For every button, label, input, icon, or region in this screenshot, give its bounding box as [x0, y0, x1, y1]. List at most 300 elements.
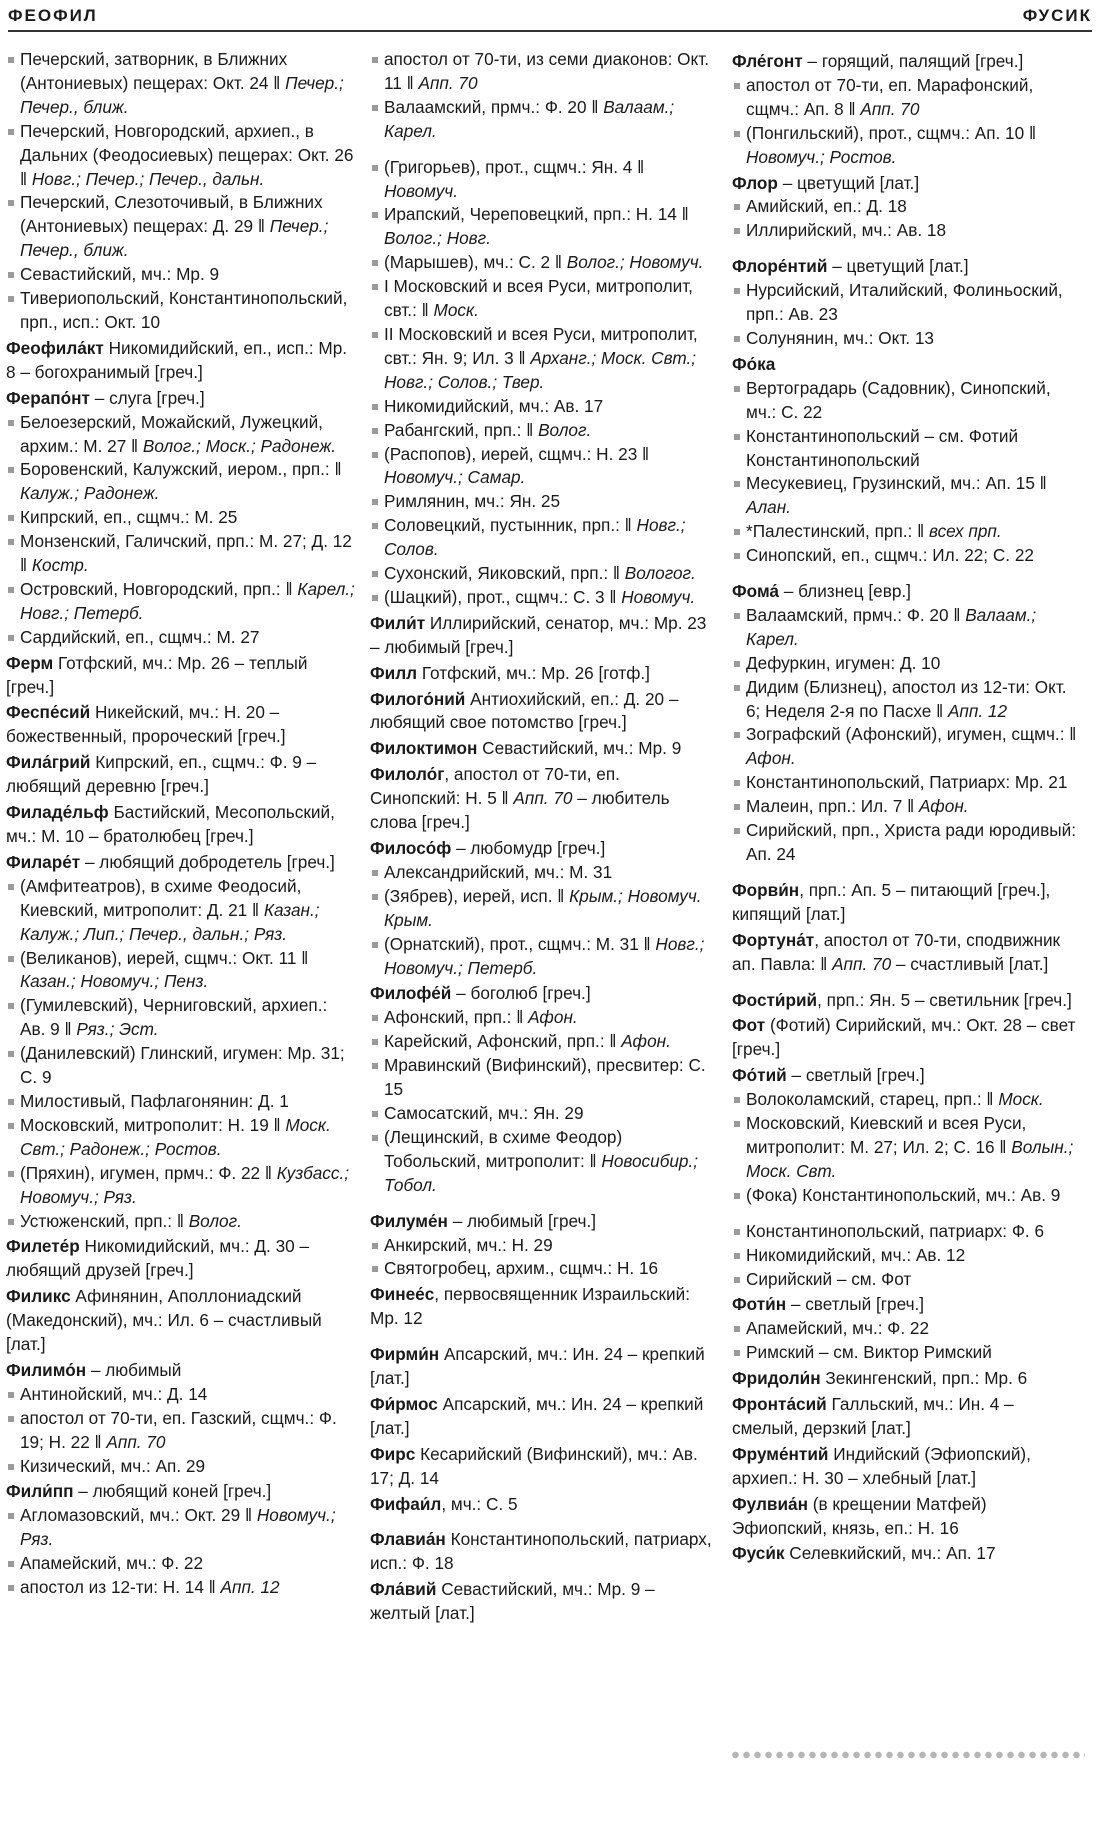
entry-text: Бастийский, Месопольский, мч.: М. 10 – братолюбец [греч.] — [6, 802, 335, 846]
sub-entry — [370, 1234, 715, 1258]
entry-text: Константинопольский, патриарх: Ф. 6 — [746, 1220, 1045, 1241]
reference-italic: Афон. — [918, 796, 969, 817]
entry-text: II Московский и всея Руси, митрополит, свт.: Ян. 9; Ил. 3 ‖ — [384, 323, 698, 368]
headword: Фулвиа́н — [732, 1493, 808, 1514]
reference-italic: Кузбасс.; Новомуч.; Ряз. — [20, 1162, 350, 1207]
reference-italic: Волын.; Моск. Свт. — [746, 1136, 1074, 1181]
sub-entry — [732, 819, 1082, 867]
entry-text: Александрийский, мч.: М. 31 — [384, 861, 613, 882]
headword: Флоре́нтий — [732, 256, 828, 277]
entry-text: Нурсийский, Италийский, Фолиньоский, прп.: Ав. 23 — [746, 280, 1063, 325]
reference-italic: Волог. — [538, 419, 592, 440]
reference-italic: Новомуч.; Ряз. — [20, 1505, 336, 1550]
entry-text: Московский, митрополит: Н. 19 ‖ — [20, 1114, 286, 1135]
sub-entry — [732, 795, 1082, 819]
entry-text: – цветущий [лат.] — [777, 172, 920, 193]
headword: Флор — [732, 172, 778, 193]
entry-text: Солунянин, мч.: Окт. 13 — [746, 327, 934, 348]
entry-text: Соловецкий, пустынник, прп.: ‖ — [384, 515, 637, 536]
entry-text: Волоколамский, старец, прп.: ‖ — [746, 1089, 999, 1110]
headword-entry — [732, 255, 1082, 279]
entry-text: Зографский (Афонский), игумен, сщмч.: ‖ — [746, 724, 1077, 745]
sub-entry — [370, 861, 715, 885]
headword: Филофе́й — [370, 983, 452, 1004]
headword: Фронта́сий — [732, 1394, 827, 1415]
reference-italic: Моск. — [433, 300, 479, 321]
entry-text: – светлый [греч.] — [786, 1294, 925, 1315]
entry-text: Милостивый, Пафлагонянин: Д. 1 — [20, 1090, 289, 1111]
entry-text: Малеин, прп.: Ил. 7 ‖ — [746, 796, 919, 817]
sub-entry — [370, 203, 715, 251]
reference-italic: Валаам.; Карел. — [384, 96, 675, 141]
sub-entry — [732, 472, 1082, 520]
sub-entry — [6, 1383, 356, 1407]
headword-entry — [732, 1367, 1082, 1391]
headword-entry — [732, 1293, 1082, 1317]
entry-text: Константинопольский, патриарх, исп.: Ф. 18 — [370, 1529, 712, 1574]
headword-entry — [370, 1210, 715, 1234]
sub-entry — [370, 1257, 715, 1281]
headword: Фи́рмос — [370, 1393, 438, 1414]
reference-italic: всех прп. — [929, 521, 1002, 542]
entry-text: Кипрский, еп., сщмч.: М. 25 — [20, 507, 238, 528]
headword-entry — [370, 1343, 715, 1391]
reference-italic: Афон. — [746, 748, 796, 769]
headword-entry — [732, 1443, 1082, 1491]
entry-text: – любимый — [86, 1359, 182, 1380]
entry-text: Апсарский, мч.: Ин. 24 – крепкий [лат.] — [370, 1344, 705, 1389]
headword: Фили́т — [370, 612, 426, 633]
sub-entry — [370, 562, 715, 586]
reference-italic: Вологог. — [624, 563, 696, 584]
headword-entry — [370, 1443, 715, 1491]
headword-entry — [370, 662, 715, 686]
reference-italic: Новг.; Солов. — [384, 515, 686, 560]
headword: Фруме́нтий — [732, 1443, 829, 1464]
sub-entry — [6, 506, 356, 530]
headword: Ферм — [6, 652, 54, 673]
entry-text: Синопский, еп., сщмч.: Ил. 22; С. 22 — [746, 545, 1034, 566]
header-left-word: ФЕОФИЛ — [8, 6, 98, 25]
reference-italic: Казан.; Новомуч.; Пенз. — [20, 971, 209, 992]
entry-text: (Фока) Константинопольский, мч.: Ав. 9 — [746, 1184, 1061, 1205]
entry-text: (Зябрев), иерей, исп. ‖ — [384, 885, 570, 906]
headword-entry — [732, 1493, 1082, 1541]
entry-text: Афинянин, Аполлониадский (Македонский), мч.: Ил. 6 – счастливый [лат.] — [6, 1286, 322, 1355]
reference-italic: Новг.; Печер.; Печер., дальн. — [31, 168, 265, 189]
sub-entry — [732, 1341, 1082, 1365]
sub-entry — [6, 287, 356, 335]
entry-text: Сирийский, прп., Христа ради юродивый: Ап. 24 — [746, 820, 1077, 864]
headword: Феофила́кт — [6, 337, 104, 358]
entry-text: Селевкийский, мч.: Ап. 17 — [784, 1543, 996, 1564]
headword-entry — [6, 701, 356, 749]
sub-entry — [732, 1268, 1082, 1292]
sub-entry — [6, 458, 356, 506]
entry-text: Кесарийский (Вифинский), мч.: Ав. 17; Д. 14 — [370, 1443, 698, 1488]
sub-entry — [6, 1090, 356, 1114]
entry-text-tail: – любитель слова [греч.] — [370, 788, 670, 833]
entry-text: , прп.: Ян. 5 – светильник [греч.] — [817, 989, 1072, 1010]
headword-entry — [370, 737, 715, 761]
reference-italic: Афон. — [528, 1007, 578, 1028]
sub-entry — [6, 1552, 356, 1576]
entry-text: Никейский, мч.: Н. 20 – божественный, пророческий [греч.] — [6, 702, 286, 747]
entry-text: Иллирийский, мч.: Ав. 18 — [746, 220, 946, 241]
sub-entry — [6, 1455, 356, 1479]
sub-entry — [732, 723, 1082, 771]
headword: Филоктимон — [370, 738, 478, 759]
headword-entry — [370, 1283, 715, 1331]
headword-entry — [6, 1235, 356, 1283]
headword-entry — [732, 172, 1082, 196]
entry-text: Антинойский, мч.: Д. 14 — [20, 1383, 208, 1404]
sub-entry — [370, 251, 715, 275]
sub-entry — [370, 1030, 715, 1054]
entry-text: (Распопов), иерей, сщмч.: Н. 23 ‖ — [384, 443, 650, 464]
reference-italic: Апп. 70 — [860, 98, 920, 119]
sub-entry — [732, 122, 1082, 170]
headword: Филаде́льф — [6, 802, 109, 823]
entry-text: Сухонский, Яиковский, прп.: ‖ — [384, 563, 625, 584]
headword-entry — [6, 751, 356, 799]
entry-text: – боголюб [греч.] — [451, 983, 591, 1004]
entry-text: Никомидийский, мч.: Ав. 17 — [384, 395, 604, 416]
sub-entry — [732, 425, 1082, 473]
headword: Фо́ка — [732, 353, 776, 374]
sub-entry — [370, 323, 715, 395]
sub-entry — [6, 1114, 356, 1162]
sub-entry — [732, 676, 1082, 724]
entry-text: Печерский, Новгородский, архиеп., в Дальних (Феодосиевых) пещерах: Окт. 26 ‖ — [20, 120, 354, 189]
headword: Фот — [732, 1015, 766, 1036]
entry-text: Римский – см. Виктор Римский — [746, 1342, 992, 1363]
entry-text: Константинопольский, Патриарх: Мр. 21 — [746, 772, 1068, 793]
sub-entry — [732, 1220, 1082, 1244]
entry-text: апостол из 12-ти: Н. 14 ‖ — [20, 1577, 221, 1598]
entry-text: (Григорьев), прот., сщмч.: Ян. 4 ‖ — [384, 156, 645, 177]
headword-entry — [370, 612, 715, 660]
sub-entry — [370, 96, 715, 144]
sub-entry — [6, 120, 356, 192]
reference-italic: Волог.; Новомуч. — [566, 252, 704, 273]
entry-text: Белоезерский, Можайский, Лужецкий, архим.: М. 27 ‖ — [20, 411, 323, 456]
entry-text: Печерский, затворник, в Ближних (Антониевых) пещерах: Окт. 24 ‖ — [20, 49, 288, 93]
headword: Филуме́н — [370, 1210, 448, 1231]
entry-text: Месукевиец, Грузинский, мч.: Ап. 15 ‖ — [746, 473, 1047, 494]
entry-text: Дидим (Близнец), апостол из 12-ти: Окт. 6; Неделя 2-я по Пасхе ‖ — [746, 676, 1067, 721]
headword-entry — [370, 763, 715, 835]
entry-text: Апамейский, мч.: Ф. 22 — [746, 1318, 930, 1339]
sub-entry — [6, 1210, 356, 1234]
entry-text: Никомидийский, мч.: Ав. 12 — [746, 1244, 966, 1265]
entry-text: Кизический, мч.: Ап. 29 — [20, 1455, 206, 1476]
headword: Филете́р — [6, 1236, 80, 1257]
entry-text: Рабангский, прп.: ‖ — [384, 419, 539, 440]
sub-entry — [370, 933, 715, 981]
entry-text: Тивериопольский, Константинопольский, прп., исп.: Окт. 10 — [20, 288, 348, 332]
headword-entry — [732, 989, 1082, 1013]
entry-text: I Московский и всея Руси, митрополит, свт.: ‖ — [384, 276, 693, 321]
sub-entry — [732, 652, 1082, 676]
entry-text: Зекингенский, прп.: Мр. 6 — [820, 1368, 1028, 1389]
reference-italic: Апп. 12 — [220, 1577, 280, 1598]
sub-entry — [732, 1184, 1082, 1208]
entry-text: – любомудр [греч.] — [451, 838, 606, 858]
headword: Фома́ — [732, 581, 779, 602]
reference-italic: Волог.; Новг. — [384, 228, 491, 249]
entry-text: Валаамский, прмч.: Ф. 20 ‖ — [384, 96, 604, 117]
entry-text: (Пряхин), игумен, прмч.: Ф. 22 ‖ — [20, 1162, 277, 1183]
reference-italic: Валаам.; Карел. — [746, 604, 1037, 649]
entry-text: Анкирский, мч.: Н. 29 — [384, 1234, 553, 1255]
entry-text: Вертоградарь (Садовник), Синопский, мч.: С. 22 — [746, 377, 1051, 422]
reference-italic: Алан. — [746, 497, 791, 518]
sub-entry — [6, 263, 356, 287]
entry-text: Римлянин, мч.: Ян. 25 — [384, 491, 561, 512]
headword-entry — [370, 1578, 715, 1626]
entry-text: (Фотий) Сирийский, мч.: Окт. 28 – свет [греч.] — [732, 1015, 1076, 1060]
entry-text: (Гумилевский), Черниговский, архиеп.: Ав. 9 ‖ — [20, 995, 328, 1040]
headword: Фирс — [370, 1443, 416, 1464]
entry-text: , апостол от 70-ти, еп. Синопский: Н. 5 ‖ — [370, 764, 620, 809]
entry-text: Афонский, прп.: ‖ — [384, 1007, 529, 1028]
reference-italic: Казан.; Калуж.; Лип.; Печер., дальн.; Ряз. — [20, 899, 320, 944]
entry-text: , прп.: Ап. 5 – питающий [греч.], кипящий [лат.] — [732, 879, 1051, 924]
headword-entry — [732, 879, 1082, 927]
headword-entry — [6, 851, 356, 875]
reference-italic: Апп. 70 — [832, 953, 892, 974]
entry-text: Никомидийский, мч.: Д. 30 – любящий друзей [греч.] — [6, 1236, 310, 1281]
reference-italic: Апп. 12 — [947, 700, 1008, 721]
reference-italic: Афон. — [621, 1031, 671, 1052]
sub-entry — [370, 48, 715, 96]
entry-text: Галльский, мч.: Ин. 4 – смелый, дерзкий [лат.] — [732, 1394, 1014, 1438]
reference-italic: Печер.; Печер., ближ. — [20, 72, 344, 117]
headword-entry — [370, 688, 715, 736]
headword-entry — [6, 1480, 356, 1504]
entry-text: Севастийский, мч.: Мр. 9 – желтый [лат.] — [370, 1579, 655, 1624]
entry-text: Дефуркин, игумен: Д. 10 — [746, 652, 941, 673]
reference-italic: Печер.; Печер., ближ. — [20, 216, 329, 261]
reference-italic: Калуж.; Радонеж. — [20, 483, 160, 504]
entry-text: Боровенский, Калужский, иером., прп.: ‖ — [20, 459, 342, 480]
sub-entry — [370, 395, 715, 419]
headword-entry — [370, 1493, 715, 1517]
entry-text: – слуга [греч.] — [89, 387, 205, 408]
sub-entry — [732, 604, 1082, 652]
entry-text: Сардийский, еп., сщмч.: М. 27 — [20, 626, 260, 647]
sub-entry — [370, 156, 715, 204]
sub-entry — [370, 443, 715, 491]
reference-italic: Ряз.; Эст. — [76, 1019, 159, 1040]
reference-italic: Новомуч. — [384, 180, 458, 201]
entry-text: Московский, Киевский и всея Руси, митрополит: М. 27; Ил. 2; С. 16 ‖ — [746, 1113, 1027, 1157]
text-column-3 — [732, 48, 1082, 1566]
reference-italic: Волог. — [188, 1210, 242, 1231]
headword-entry — [6, 387, 356, 411]
entry-text: Готфский, мч.: Мр. 26 [готф.] — [417, 662, 650, 683]
sub-entry — [6, 191, 356, 263]
sub-entry — [6, 1162, 356, 1210]
entry-text: , апостол от 70-ти, сподвижник ап. Павла: ‖ — [732, 929, 1061, 974]
entry-text: Монзенский, Галичский, прп.: М. 27; Д. 12 ‖ — [20, 531, 352, 576]
sub-entry — [370, 419, 715, 443]
entry-text: (в крещении Матфей) Эфиопский, князь, еп.: Н. 16 — [732, 1493, 987, 1538]
headword-entry — [6, 801, 356, 849]
headword: Фирми́н — [370, 1344, 440, 1365]
entry-text: (Орнатский), прот., сщмч.: М. 31 ‖ — [384, 933, 656, 954]
headword: Фила́грий — [6, 752, 91, 773]
headword: Фифаи́л — [370, 1493, 442, 1514]
headword: Филосо́ф — [370, 838, 452, 858]
entry-text: – любимый [греч.] — [447, 1210, 597, 1231]
headword-entry — [732, 1542, 1082, 1566]
headword: Ферапо́нт — [6, 387, 90, 408]
entry-text: – светлый [греч.] — [786, 1065, 925, 1086]
reference-italic: Новомуч.; Самар. — [384, 467, 526, 488]
sub-entry — [370, 514, 715, 562]
headword: Фуси́к — [732, 1543, 785, 1564]
sub-entry — [732, 1244, 1082, 1268]
entry-text: Островский, Новгородский, прп.: ‖ — [20, 578, 298, 599]
headword: Фридоли́н — [732, 1368, 821, 1389]
headword: Форви́н — [732, 879, 800, 900]
reference-italic: Волог.; Моск.; Радонеж. — [142, 435, 337, 456]
entry-text: (Лещинский, в схиме Феодор) Тобольский, митрополит: ‖ — [384, 1126, 623, 1171]
entry-text: – любящий добродетель [греч.] — [80, 851, 335, 872]
headword: Фортуна́т — [732, 929, 815, 950]
sub-entry — [370, 1126, 715, 1198]
text-column-1 — [6, 48, 356, 1600]
headword: Фо́тий — [732, 1065, 787, 1086]
text-column-2 — [370, 48, 715, 1626]
entry-text: апостол от 70-ти, еп. Марафонский, сщмч.: Ап. 8 ‖ — [746, 74, 1034, 119]
sub-entry — [732, 377, 1082, 425]
entry-text: , мч.: С. 5 — [441, 1493, 518, 1514]
sub-entry — [732, 1317, 1082, 1341]
entry-text: Константинопольский – см. Фотий Константинопольский — [746, 425, 1019, 470]
reference-italic: Крым.; Новомуч. Крым. — [384, 885, 702, 930]
sub-entry — [6, 947, 356, 995]
sub-entry — [732, 279, 1082, 327]
entry-text: Мравинский (Вифинский), пресвитер: С. 15 — [384, 1055, 706, 1100]
entry-text: Индийский (Эфиопский), архиеп.: Н. 30 – хлебный [лат.] — [732, 1443, 1031, 1488]
sub-entry — [370, 1006, 715, 1030]
headword-entry — [6, 652, 356, 700]
headword-entry — [6, 337, 356, 385]
entry-text: Печерский, Слезоточивый, в Ближних (Антониевых) пещерах: Д. 29 ‖ — [20, 192, 323, 237]
sub-entry — [370, 885, 715, 933]
headword: Филикс — [6, 1286, 71, 1307]
headword-entry — [370, 982, 715, 1006]
sub-entry — [732, 1088, 1082, 1112]
entry-text: Кипрский, еп., сщмч.: Ф. 9 – любящий деревню [греч.] — [6, 752, 317, 797]
end-ornament-dots — [730, 1750, 1085, 1760]
headword: Филимо́н — [6, 1359, 87, 1380]
headword: Фоти́н — [732, 1294, 787, 1315]
headword-entry — [6, 1359, 356, 1383]
entry-text: Карейский, Афонский, прп.: ‖ — [384, 1031, 622, 1052]
headword: Финее́с — [370, 1284, 435, 1305]
entry-text: *Палестинский, прп.: ‖ — [746, 521, 929, 542]
sub-entry — [732, 544, 1082, 568]
entry-text: Севастийский, мч.: Мр. 9 — [20, 264, 220, 285]
entry-text: Святогробец, архим., сщмч.: Н. 16 — [384, 1258, 659, 1279]
sub-entry — [732, 219, 1082, 243]
sub-entry — [732, 74, 1082, 122]
headword-entry — [732, 1393, 1082, 1441]
headword: Фла́вий — [370, 1579, 437, 1600]
sub-entry — [370, 1054, 715, 1102]
headword: Фле́гонт — [732, 51, 803, 71]
headword-entry — [6, 1285, 356, 1357]
entry-text: – цветущий [лат.] — [827, 256, 969, 277]
headword: Филого́ний — [370, 688, 466, 709]
entry-text: Апсарский, мч.: Ин. 24 – крепкий [лат.] — [370, 1393, 704, 1438]
headword: Фости́рий — [732, 989, 818, 1010]
entry-text: (Великанов), иерей, сщмч.: Окт. 11 ‖ — [20, 947, 309, 968]
reference-italic: Новг.; Новомуч.; Петерб. — [384, 933, 705, 978]
entry-text: Севастийский, мч.: Мр. 9 — [477, 738, 682, 759]
entry-text: Агломазовский, мч.: Окт. 29 ‖ — [20, 1505, 257, 1526]
sub-entry — [732, 195, 1082, 219]
sub-entry — [732, 327, 1082, 351]
entry-text: Амийский, еп.: Д. 18 — [746, 196, 907, 217]
sub-entry — [6, 48, 356, 120]
headword-entry — [732, 929, 1082, 977]
reference-italic: Костр. — [31, 555, 89, 576]
reference-italic: Арханг.; Моск. Свт.; Новг.; Солов.; Твер. — [384, 347, 697, 392]
entry-text: Устюженский, прп.: ‖ — [20, 1210, 189, 1231]
reference-italic: Новомуч.; Ростов. — [746, 146, 897, 167]
sub-entry — [732, 520, 1082, 544]
reference-italic: Новомуч. — [621, 586, 696, 607]
entry-text: (Шацкий), прот., сщмч.: С. 3 ‖ — [384, 586, 622, 607]
entry-text: Самосатский, мч.: Ян. 29 — [384, 1102, 584, 1123]
headword: Фили́пп — [6, 1481, 74, 1502]
entry-text: апостол от 70-ти, еп. Газский, сщмч.: Ф. 19; Н. 22 ‖ — [20, 1407, 337, 1452]
entry-text: Никомидийский, еп., исп.: Мр. 8 – богохранимый [греч.] — [6, 337, 348, 382]
entry-text: Ирапский, Череповецкий, прп.: Н. 14 ‖ — [384, 204, 689, 225]
sub-entry — [6, 578, 356, 626]
reference-italic: Апп. 70 — [513, 788, 573, 809]
entry-text: (Марышев), мч.: С. 2 ‖ — [384, 252, 567, 273]
running-header — [8, 4, 1092, 32]
sub-entry — [370, 1102, 715, 1126]
entry-text: Валаамский, прмч.: Ф. 20 ‖ — [746, 604, 966, 625]
entry-text: (Понгильский), прот., сщмч.: Ап. 10 ‖ — [746, 122, 1037, 143]
sub-entry — [6, 1504, 356, 1552]
headword: Филоло́г — [370, 764, 445, 785]
headword-entry — [370, 837, 715, 861]
reference-italic: Апп. 70 — [106, 1431, 166, 1452]
entry-text: , первосвященник Израильский: Мр. 12 — [370, 1284, 691, 1329]
sub-entry — [370, 490, 715, 514]
entry-text: (Амфитеатров), в схиме Феодосий, Киевский, митрополит: Д. 21 ‖ — [20, 875, 302, 920]
sub-entry — [732, 1112, 1082, 1184]
entry-text: – любящий коней [греч.] — [73, 1481, 272, 1502]
sub-entry — [370, 275, 715, 323]
reference-italic: Апп. 70 — [418, 72, 478, 93]
sub-entry — [370, 586, 715, 610]
sub-entry — [6, 411, 356, 459]
headword: Феспе́сий — [6, 702, 91, 723]
headword-entry — [370, 1528, 715, 1576]
sub-entry — [6, 994, 356, 1042]
entry-text: Сирийский – см. Фот — [746, 1268, 912, 1289]
sub-entry — [6, 1576, 356, 1600]
